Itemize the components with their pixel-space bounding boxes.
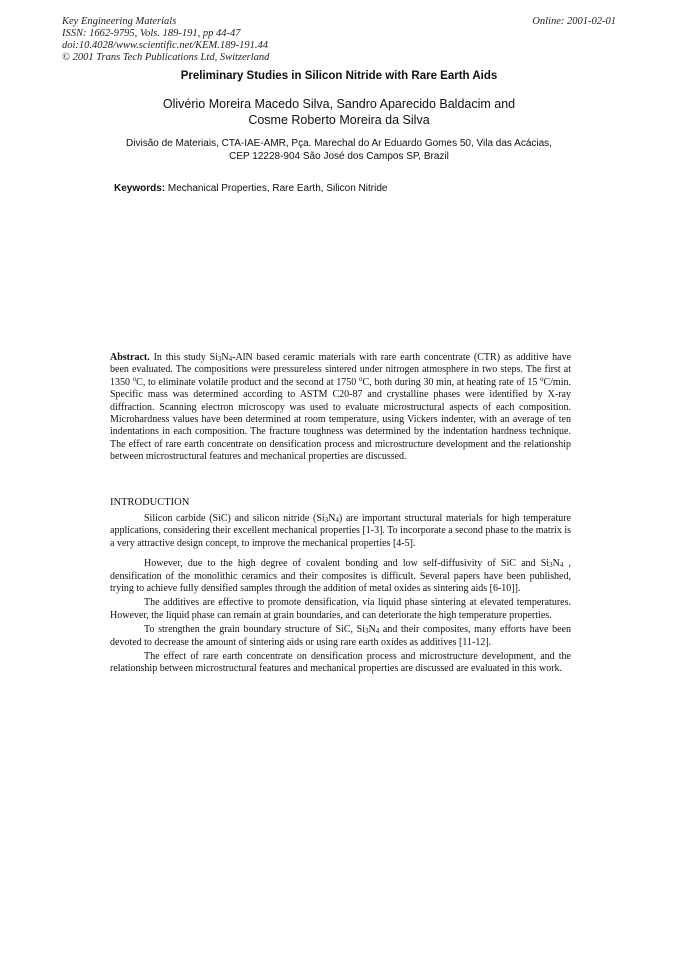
subscript-4: 4 [375,627,380,636]
subscript-4: 4 [228,355,233,363]
subscript-3: 3 [217,355,222,363]
degree-mark: o [358,374,363,383]
degree-mark: o [132,374,137,383]
journal-copyright: © 2001 Trans Tech Publications Ltd, Switzerland [62,52,270,63]
paragraph: To strengthen the grain boundary structure of SiC, $Si_3N_4$ and their composites, many efforts have been devoted to decrease the amount of sintering aids or using rare earth oxides as additives [11-12]. [110,624,571,648]
keywords [114,183,387,194]
abstract-label: Abstract. [110,352,150,363]
abstract-text: C, to eliminate volatile product and the second at 1750 [136,376,359,388]
abstract-text: C, both during 30 min, at heating rate of 15 [362,376,540,388]
formula-n: N [368,624,376,636]
keywords-text: Mechanical Properties, Rare Earth, Silicon Nitride [167,183,388,194]
subscript-3: 3 [549,561,553,570]
abstract-text: -AlN based ceramic materials with rare earth concentrate (CTR) as additive have been evaluated. The compositions were pressureless sintered under nitrogen atmosphere in two steps. The first at 1350 [110,352,572,388]
degree-mark: o [539,374,544,383]
journal-header [62,16,269,64]
subscript-4: 4 [559,561,564,570]
subscript-3: 3 [365,627,369,636]
affiliation-line-1: Divisão de Materiais, CTA-IAE-AMR, Pça. Marechal do Ar Eduardo Gomes 50, Vila das Acácias, [126,138,552,149]
affiliation [0,138,678,163]
journal-issn: ISSN: 1662-9795, Vols. 189-191, pp 44-47 [62,28,241,39]
formula-n: N [221,352,229,363]
abstract-text: C/min. Specific mass was determined according to ASTM C20-87 and crystalline phases were identified by X-ray diffraction. Scanning electron microscopy was used to evaluate microstructural aspects of each composition. Microhardness values have been determined at room temperature, using Vickers indenter, with an average of ten indentations in each composition. The fracture toughness was determined by the indentation hardness technique. The effect of rare earth concentrate on densification process and microstructure development and the relationship between microstructural features and mechanical properties are discussed. [110,376,571,463]
online-date: Online: 2001-02-01 [532,16,616,27]
formula-n: N [328,513,336,524]
journal-doi[interactable]: doi:10.4028/www.scientific.net/KEM.189-191.44 [62,40,268,51]
paragraph: However, due to the high degree of covalent bonding and low self-diffusivity of SiC and $Si_3N_4$ , densification of the monolithic ceramics and their composites is difficult. Several papers have been published, trying to achieve fully densified samples through the addition of metal oxides as sintering aids [6-10]]. [110,558,571,595]
paragraph: The additives are effective to promote densification, via liquid phase sintering at elevated temperatures. However, the liquid phase can remain at grain boundaries, and can deteriorate the high temperature properties. [110,597,571,621]
paragraph: The effect of rare earth concentrate on densification process and microstructure development, and the relationship between microstructural features and mechanical properties are discussed are evaluated in this work. [110,651,571,675]
keywords-label: Keywords: [114,183,166,194]
paper-title: Preliminary Studies in Silicon Nitride with Rare Earth Aids [180,70,498,82]
journal-name: Key Engineering Materials [62,16,177,27]
abstract-text: In this study Si [153,352,218,363]
section-heading-introduction: INTRODUCTION [110,497,190,508]
authors-line-2: Cosme Roberto Moreira da Silva [248,113,430,127]
subscript-3: 3 [324,516,329,524]
introduction-body [110,513,571,678]
subscript-4: 4 [335,516,339,524]
paragraph: Silicon carbide (SiC) and silicon nitride $(Si_3N_4)$ are important structural materials for high temperature applications, considering their excellent mechanical properties [1-3]. To incorporate a second phase to the matrix is a very attractive design concept, to improve the mechanical properties [4-5]. [110,513,571,549]
formula-n: N [552,558,560,570]
affiliation-line-2: CEP 12228-904 São José dos Campos SP, Brazil [229,150,449,162]
abstract [110,352,571,464]
authors-line-1: Olivério Moreira Macedo Silva, Sandro Aparecido Baldacim and [162,97,516,111]
author-list [0,96,678,128]
